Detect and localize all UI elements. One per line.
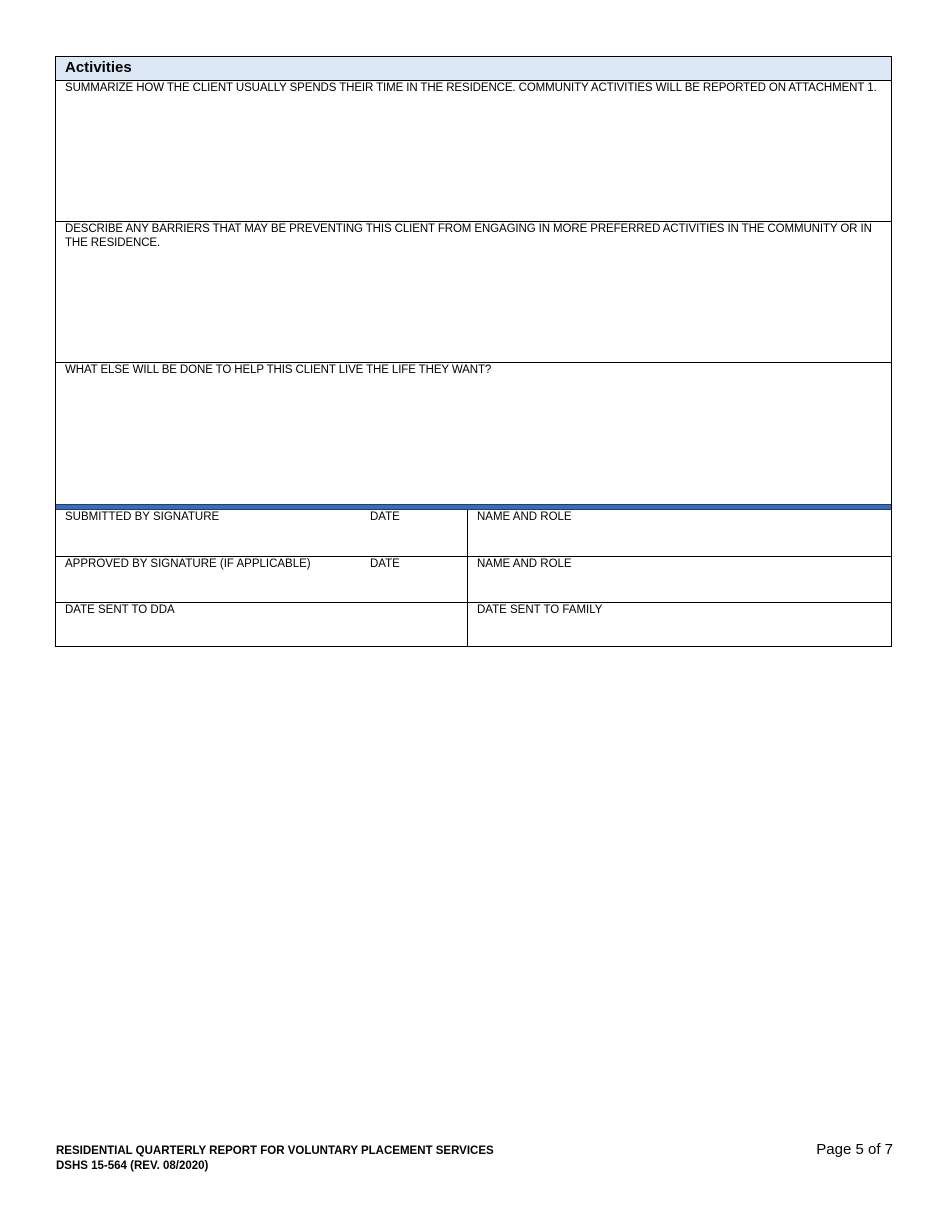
date-sent-dda-field[interactable] <box>56 603 468 646</box>
help-client-field[interactable] <box>56 363 891 504</box>
time-in-residence-field[interactable] <box>56 81 891 222</box>
page-number: Page 5 of 7 <box>816 1141 893 1158</box>
time-in-residence-label: SUMMARIZE HOW THE CLIENT USUALLY SPENDS THEIR TIME IN THE RESIDENCE. COMMUNITY ACTIVITIES WILL BE REPORTED ON ATTACHMENT 1. <box>65 82 877 94</box>
submitted-name-role-label: NAME AND ROLE <box>477 511 572 523</box>
section-title: Activities <box>56 57 891 81</box>
activities-form <box>55 56 892 647</box>
date-sent-family-label: DATE SENT TO FAMILY <box>477 604 603 616</box>
approved-name-role-field[interactable] <box>468 557 891 602</box>
submitted-row <box>56 510 891 556</box>
footer-form-title: RESIDENTIAL QUARTERLY REPORT FOR VOLUNTARY PLACEMENT SERVICES <box>56 1145 494 1157</box>
approved-row <box>56 556 891 602</box>
submitted-name-role-field[interactable] <box>468 510 891 556</box>
footer-form-info <box>56 1144 494 1174</box>
barriers-field[interactable] <box>56 222 891 363</box>
approved-signature-field[interactable] <box>56 557 468 602</box>
help-client-label: WHAT ELSE WILL BE DONE TO HELP THIS CLIENT LIVE THE LIFE THEY WANT? <box>65 364 492 376</box>
footer-form-number: DSHS 15-564 (REV. 08/2020) <box>56 1160 209 1172</box>
approved-signature-label: APPROVED BY SIGNATURE (IF APPLICABLE) <box>65 558 311 570</box>
submitted-signature-field[interactable] <box>56 510 468 556</box>
date-sent-row <box>56 602 891 646</box>
submitted-signature-label: SUBMITTED BY SIGNATURE <box>65 511 220 523</box>
submitted-date-label: DATE <box>370 511 400 523</box>
approved-date-label: DATE <box>370 558 400 570</box>
date-sent-dda-label: DATE SENT TO DDA <box>65 604 175 616</box>
approved-name-role-label: NAME AND ROLE <box>477 558 572 570</box>
barriers-label: DESCRIBE ANY BARRIERS THAT MAY BE PREVENTING THIS CLIENT FROM ENGAGING IN MORE PREFERRED ACTIVITIES IN THE COMMUNITY OR IN THE RESIDENCE. <box>65 223 872 249</box>
date-sent-family-field[interactable] <box>468 603 891 646</box>
